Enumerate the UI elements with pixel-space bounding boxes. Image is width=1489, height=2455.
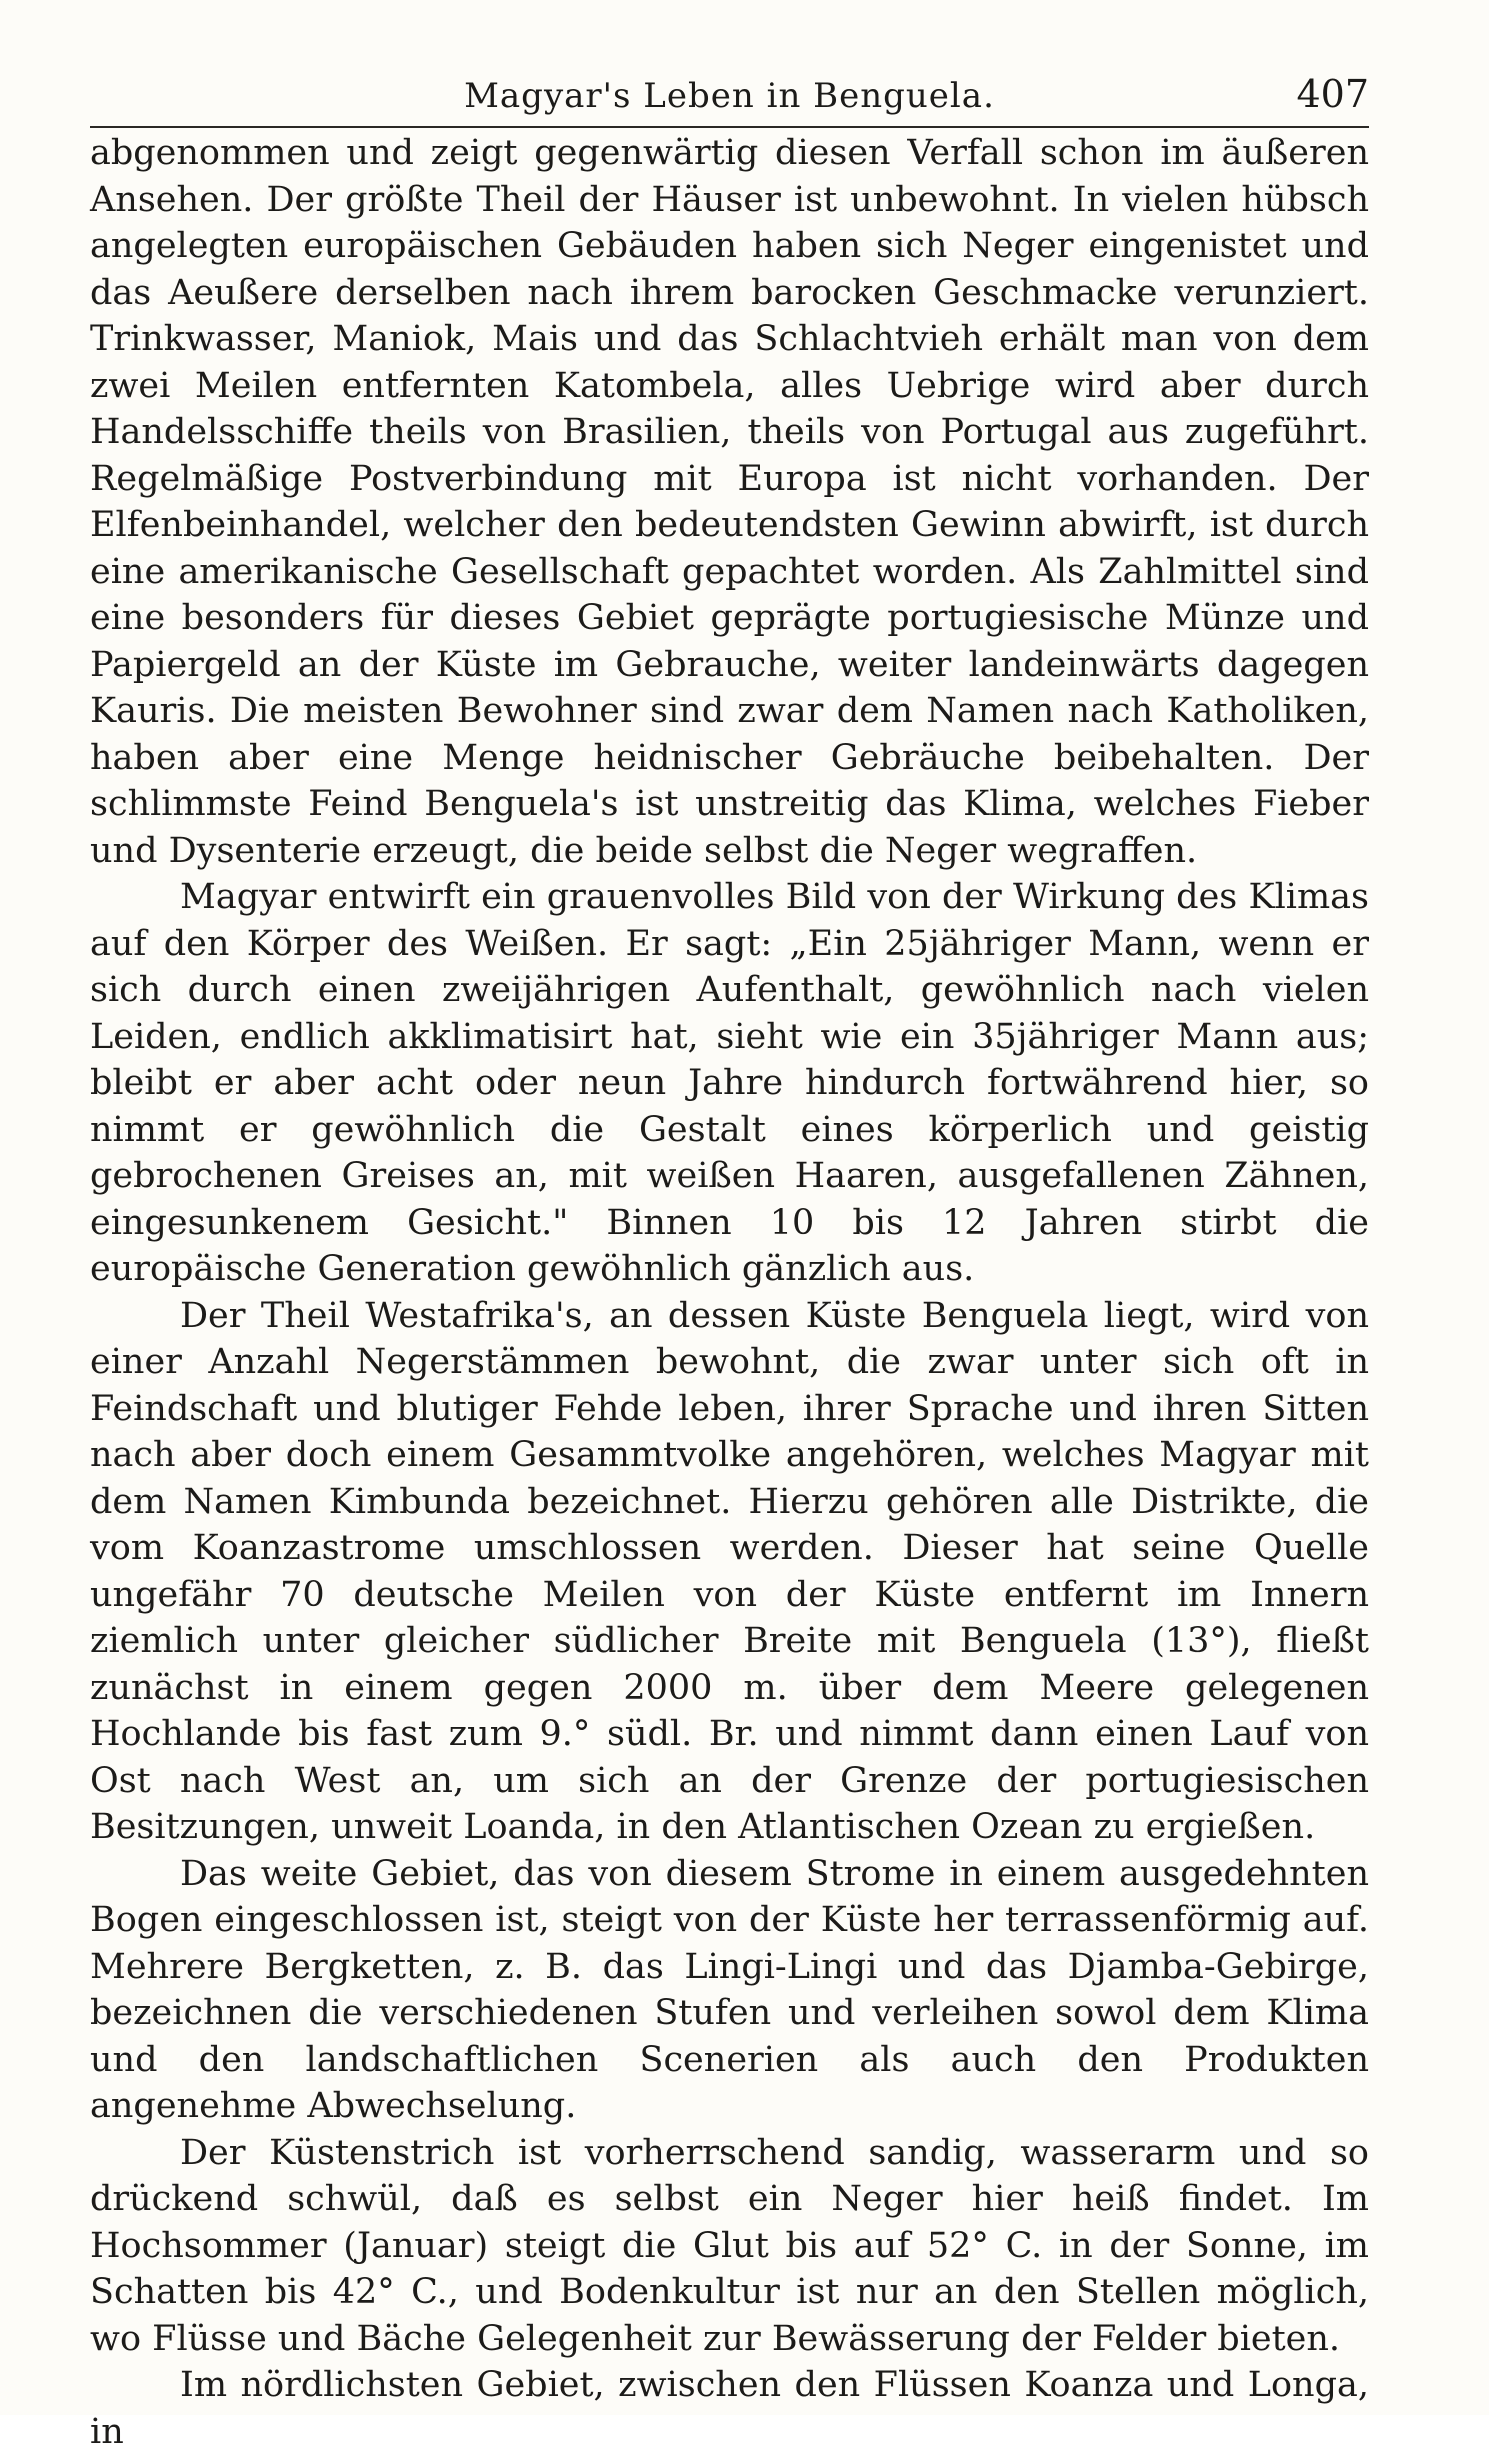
running-head xyxy=(90,72,1369,128)
paragraph-climate-description: Magyar entwirft ein grauenvolles Bild von der Wirkung des Klimas auf den Körper des Weißen. Er sagt: „Ein 25jähriger Mann, wenn er sich durch einen zweijährigen Aufenthalt, gewöhnlich nach vielen Leiden, endlich akklimatisirt hat, sieht wie ein 35jähriger Mann aus; bleibt er aber acht oder neun Jahre hindurch fortwährend hier, so nimmt er gewöhnlich die Gestalt eines körperlich und geistig gebrochenen Greises an, mit weißen Haaren, ausgefallenen Zähnen, eingesunkenem Gesicht." Binnen 10 bis 12 Jahren stirbt die europäische Generation gewöhnlich gänzlich aus. xyxy=(90,877,1369,1289)
paragraph-coastal-strip: Der Küstenstrich ist vorherrschend sandig, wasserarm und so drückend schwül, daß es selbst ein Neger hier heiß findet. Im Hochsommer (Januar) steigt die Glut bis auf 52° C. in der Sonne, im Schatten bis 42° C., und Bodenkultur ist nur an den Stellen möglich, wo Flüsse und Bäche Gelegenheit zur Bewässerung der Felder bieten. xyxy=(90,2132,1369,2359)
page-number: 407 xyxy=(1296,72,1369,116)
running-title: Magyar's Leben in Benguela. xyxy=(464,76,995,116)
paragraph-kimbunda-region: Der Theil Westafrika's, an dessen Küste Benguela liegt, wird von einer Anzahl Negerstämmen bewohnt, die zwar unter sich oft in Feindschaft und blutiger Fehde leben, ihrer Sprache und ihren Sitten nach aber doch einem Gesammtvolke angehören, welches Magyar mit dem Namen Kimbunda bezeichnet. Hierzu gehören alle Distrikte, die vom Koanzastrome umschlossen werden. Dieser hat seine Quelle ungefähr 70 deutsche Meilen von der Küste entfernt im Innern ziemlich unter gleicher südlicher Breite mit Benguela (13°), fließt zunächst in einem gegen 2000 m. über dem Meere gelegenen Hochlande bis fast zum 9.° südl. Br. und nimmt dann einen Lauf von Ost nach West an, um sich an der Grenze der portugiesischen Besitzungen, unweit Loanda, in den Atlantischen Ozean zu ergießen. xyxy=(90,1295,1369,1847)
page-body xyxy=(90,130,1369,2455)
paragraph-continuation: abgenommen und zeigt gegenwärtig diesen Verfall schon im äußeren Ansehen. Der größte Theil der Häuser ist unbewohnt. In vielen hübsch angelegten europäischen Gebäuden haben sich Neger eingenistet und das Aeußere derselben nach ihrem barocken Geschmacke verunziert. Trinkwasser, Maniok, Mais und das Schlachtvieh erhält man von dem zwei Meilen entfernten Katombela, alles Uebrige wird aber durch Handelsschiffe theils von Brasilien, theils von Portugal aus zugeführt. Regelmäßige Postverbindung mit Europa ist nicht vorhanden. Der Elfenbeinhandel, welcher den bedeutendsten Gewinn abwirft, ist durch eine amerikanische Gesellschaft gepachtet worden. Als Zahlmittel sind eine besonders für dieses Gebiet geprägte portugiesische Münze und Papiergeld an der Küste im Gebrauche, weiter landeinwärts dagegen Kauris. Die meisten Bewohner sind zwar dem Namen nach Katholiken, haben aber eine Menge heidnischer Gebräuche beibehalten. Der schlimmste Feind Benguela's ist unstreitig das Klima, welches Fieber und Dysenterie erzeugt, die beide selbst die Neger wegraffen. xyxy=(90,133,1369,871)
paragraph-terraces: Das weite Gebiet, das von diesem Strome in einem ausgedehnten Bogen eingeschlossen ist, steigt von der Küste her terrassenförmig auf. Mehrere Bergketten, z. B. das Lingi-Lingi und das Djamba-Gebirge, bezeichnen die verschiedenen Stufen und verleihen sowol dem Klima und den landschaftlichen Scenerien als auch den Produkten angenehme Abwechselung. xyxy=(90,1853,1369,2126)
paragraph-northern-region: Im nördlichsten Gebiet, zwischen den Flüssen Koanza und Longa, in xyxy=(90,2365,1369,2452)
